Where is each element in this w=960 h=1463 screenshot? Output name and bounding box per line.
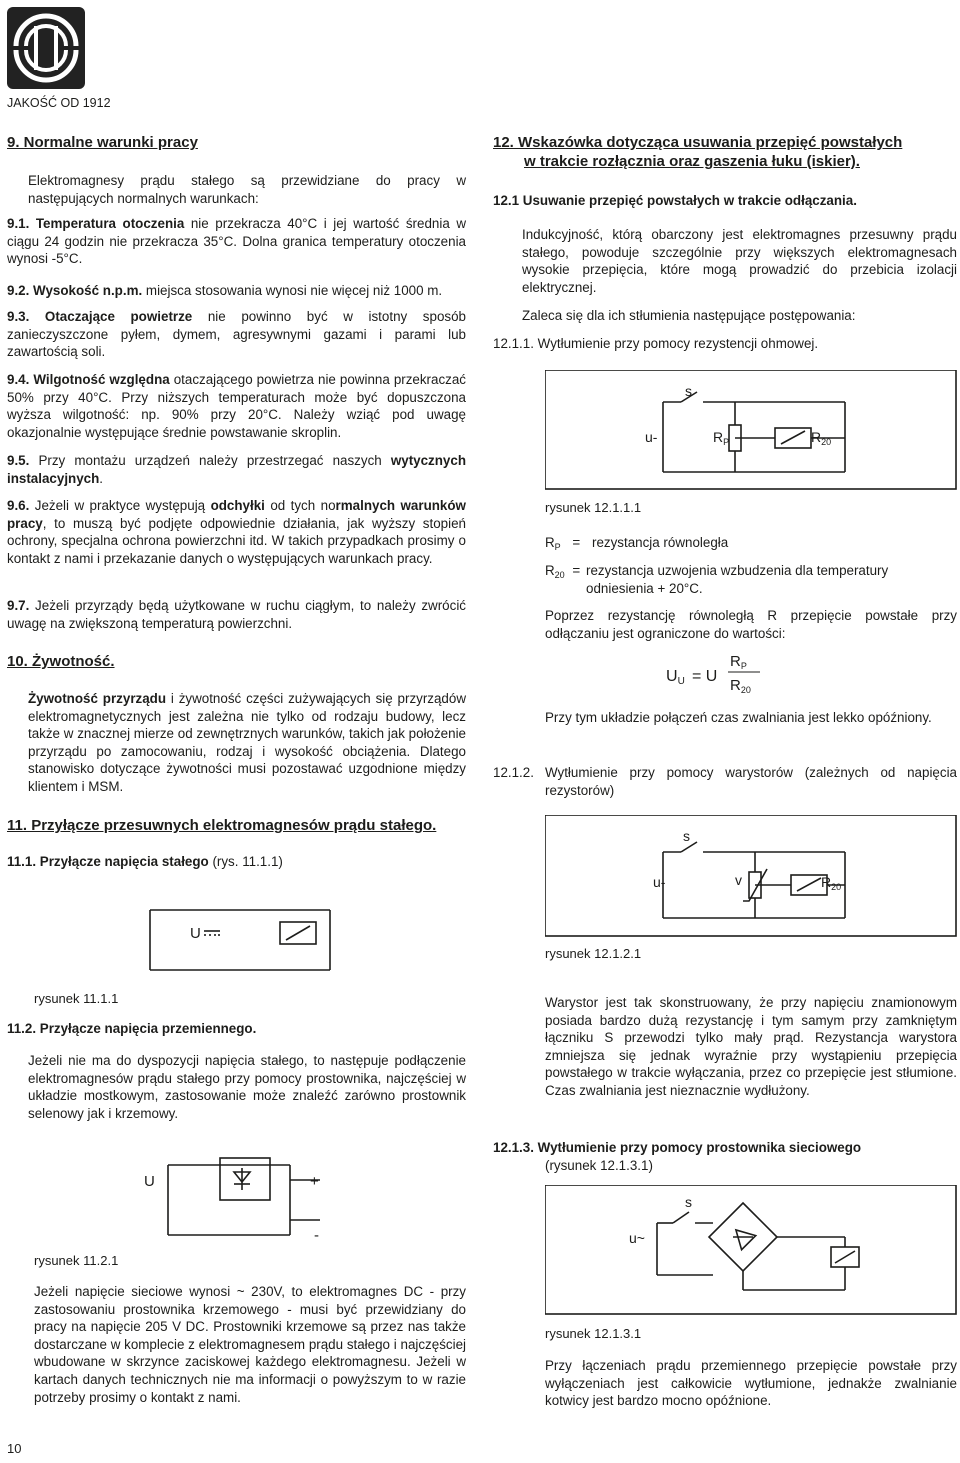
caption-11-2-1: rysunek 11.2.1 [34,1253,119,1268]
caption-11-1-1: rysunek 11.1.1 [34,991,119,1006]
svg-text:s: s [683,828,690,844]
figure-11-2-1 [130,1150,360,1255]
paragraph-9-6: 9.6. Jeżeli w praktyce występują odchyłki od tych normalnych warunków pracy, to muszą być podjęte odpowiednie działania, jak wyższy stopień ochrony, specjalna ochrona powierzchni itd. W takich przypadkach prosimy o kontakt z nami i przekazanie danych o występujących warunkach pracy. [7,498,466,566]
svg-text:s: s [685,1194,692,1210]
figure-12-1-1-1 [545,370,957,490]
section-12-1-1-title: 12.1.1. Wytłumienie przy pomocy rezystencji ohmowej. [493,336,819,351]
svg-text:= U: = U [692,668,718,685]
definition-r20: $R_{20}$ = [545,563,581,580]
paragraph-9-3: 9.3. Otaczające powietrze nie powinno być w istotny sposób zanieczyszczone pyłem, dymem, agresywnymi gazami i parami lub zawartością soli. [7,309,466,360]
caption-12-1-2-1: rysunek 12.1.2.1 [545,946,642,961]
svg-text:u~: u~ [629,1230,645,1246]
msm-logo [6,6,86,90]
section-10-title: 10. Żywotność. [7,653,115,670]
section-9-intro: Elektromagnesy prądu stałego są przewidziane do pracy w następujących normalnych warunkach: [28,173,466,206]
figure-12-1-2-1 [545,815,957,937]
paragraph-9-1: 9.1. Temperatura otoczenia nie przekracza 40°C i jej wartość średnia w ciągu 24 godzin nie przekracza 35°C. Dolna granica temperatury otoczenia wynosi -5°C. [7,216,466,267]
ac-voltage-label: U [144,1173,155,1190]
svg-text:R20: $R_{20}$ [730,677,751,695]
section-12-1-3-ref: (rysunek 12.1.3.1) [545,1158,653,1173]
section-12-1-title: 12.1 Usuwanie przepięć powstałych w trakcie odłączania. [493,193,857,208]
caption-12-1-1-1: rysunek 12.1.1.1 [545,500,642,515]
section-12-1-2-title: Wytłumienie przy pomocy warystorów (zależnych od napięcia rezystorów) [545,765,957,798]
section-11-2-title: 11.2. Przyłącze napięcia przemiennego. [7,1021,257,1036]
svg-text:RP: $R_P$ [713,429,730,447]
paragraph-9-5: 9.5. Przy montażu urządzeń należy przestrzegać naszych wytycznych instalacyjnych. [7,453,466,486]
section-12-1-3-text: Przy łączeniach prądu przemiennego przepięcie powstałe przy wyłączeniach jest całkowicie wytłumione, jednakże zwalnianie kotwicy jest bardzo mocno opóźnione. [545,1358,957,1409]
svg-text:u-: u- [645,429,658,445]
section-12-1-1-text: Poprzez rezystancję równoległą R przepięcie powstałe przy odłączaniu jest ograniczone do wartości: [545,608,957,641]
caption-12-1-3-1: rysunek 12.1.3.1 [545,1326,642,1341]
svg-text:RP: $R_P$ [730,653,747,671]
section-12-1-1-text2: Przy tym układzie połączeń czas zwalniania jest lekko opóźniony. [545,710,932,725]
section-11-2-text: Jeżeli nie ma do dyspozycji napięcia stałego, to następuje podłączenie elektromagnesów prądu stałego przy pomocy prostownika, najczęściej w układzie mostkowym, zastosowanie może znaleźć zarówno prostownik selenowy jak i krzemowy. [28,1053,466,1121]
section-12-1-2-text: Warystor jest tak skonstruowany, że przy napięciu znamionowym posiada bardzo dużą rezystancję i tym samym przy zamkniętym łączniku S przewodzi tylko mały prąd. Rezystancja warystora zmniejsza się jednak wyraźnie przy wystąpieniu przepięcia powstałego w trakcie wyłączania, przez co przepięcie jest stłumione. Czas zwalniania jest nieznacznie wydłużony. [545,995,957,1098]
svg-text:R20: $R_{20}$ [811,429,832,447]
definition-r20-text: rezystancja uzwojenia wzbudzenia dla temperatury odniesienia + 20°C. [586,563,889,596]
svg-text:u-: u- [653,874,666,890]
minus-label: - [314,1227,319,1244]
section-11-title: 11. Przyłącze przesuwnych elektromagnesów prądu stałego. [7,817,437,834]
switch-symbol [673,1212,689,1223]
page-number: 10 [7,1441,22,1456]
plus-label: + [310,1173,319,1190]
section-12-title: 12. Wskazówka dotycząca usuwania przepięć powstałych w trakcie rozłącznia oraz gaszenia łuku (iskier). [493,134,903,170]
section-12-1-3-title: 12.1.3. Wytłumienie przy pomocy prostownika sieciowego [493,1140,862,1155]
section-12-1-2-num: 12.1.2. [493,765,534,780]
section-11-1-title: 11.1. Przyłącze napięcia stałego (rys. 11.1.1) [7,854,283,869]
figure-12-1-3-1 [545,1185,957,1315]
svg-text:s: s [685,383,692,399]
paragraph-9-7: 9.7. Jeżeli przyrządy będą użytkowane w ruchu ciągłym, to należy zwrócić uwagę na zwiększoną temperaturą powierzchni. [7,598,466,631]
paragraph-9-2: 9.2. Wysokość n.p.m. miejsca stosowania wynosi nie więcej niż 1000 m. [7,283,443,298]
section-11-2-text2: Jeżeli napięcie sieciowe wynosi ~ 230V, to elektromagnes DC - przy zastosowaniu prostownika krzemowego - musi być przewidziany do pracy na napięcie 205 V DC. Prostowniki krzemowe są przez nas także dostarczane w komplecie z elektromagnesem prądu stałego i najczęściej wbudowane w skrzynce zaciskowej każdego elektromagnesu. Jeżeli w kartach danych technicznych nie ma informacji o powyższym to w razie potrzeby prosimy o kontakt z nami. [34,1284,466,1405]
definition-rp: $R_P$ = rezystancja równoległa [545,535,729,552]
section-12-1-text: Indukcyjność, którą obarczony jest elektromagnes przesuwny prądu stałego, powoduje szczególnie przy większych elektromagnesach wysokie przepięcia, które mogą prowadzić do przebicia izolacji elektrycznej. [522,227,957,295]
svg-text:v: v [735,872,742,888]
svg-text:R20: $R_{20}$ [821,874,842,892]
paragraph-9-4: 9.4. Wilgotność względna otaczającego powietrza nie powinna przekraczać 50% przy 40°C. Przy niższych temperaturach może być dopuszczona wyższa wilgotność: np. 90% przy 20°C. Należy wziąć pod uwagę okazjonalnie występujące średnie powstawanie skroplin. [7,372,467,440]
section-12-1-text2: Zaleca się dla ich stłumienia następujące postępowania: [522,308,856,323]
voltage-label: U [190,925,201,942]
svg-text:UU: UU [666,668,685,687]
overvoltage-formula [660,648,780,696]
section-9-title: 9. Normalne warunki pracy [7,134,198,151]
company-tagline: JAKOŚĆ OD 1912 [7,96,111,110]
section-10-text: Żywotność przyrządu i żywotność części zużywających się przyrządów elektromagnetycznych jest zależna nie tylko od rodzaju budowy, lecz także w znacznej mierze od zewnętrznych warunków, takich jak położenie przyrządu po zamocowaniu, rodzaj i wysokość obciążenia. Dlatego stanowisko dotyczące żywotności musi pozostawać uzgodnione między klientem i MSM. [28,691,466,794]
figure-11-1-1 [140,900,340,990]
